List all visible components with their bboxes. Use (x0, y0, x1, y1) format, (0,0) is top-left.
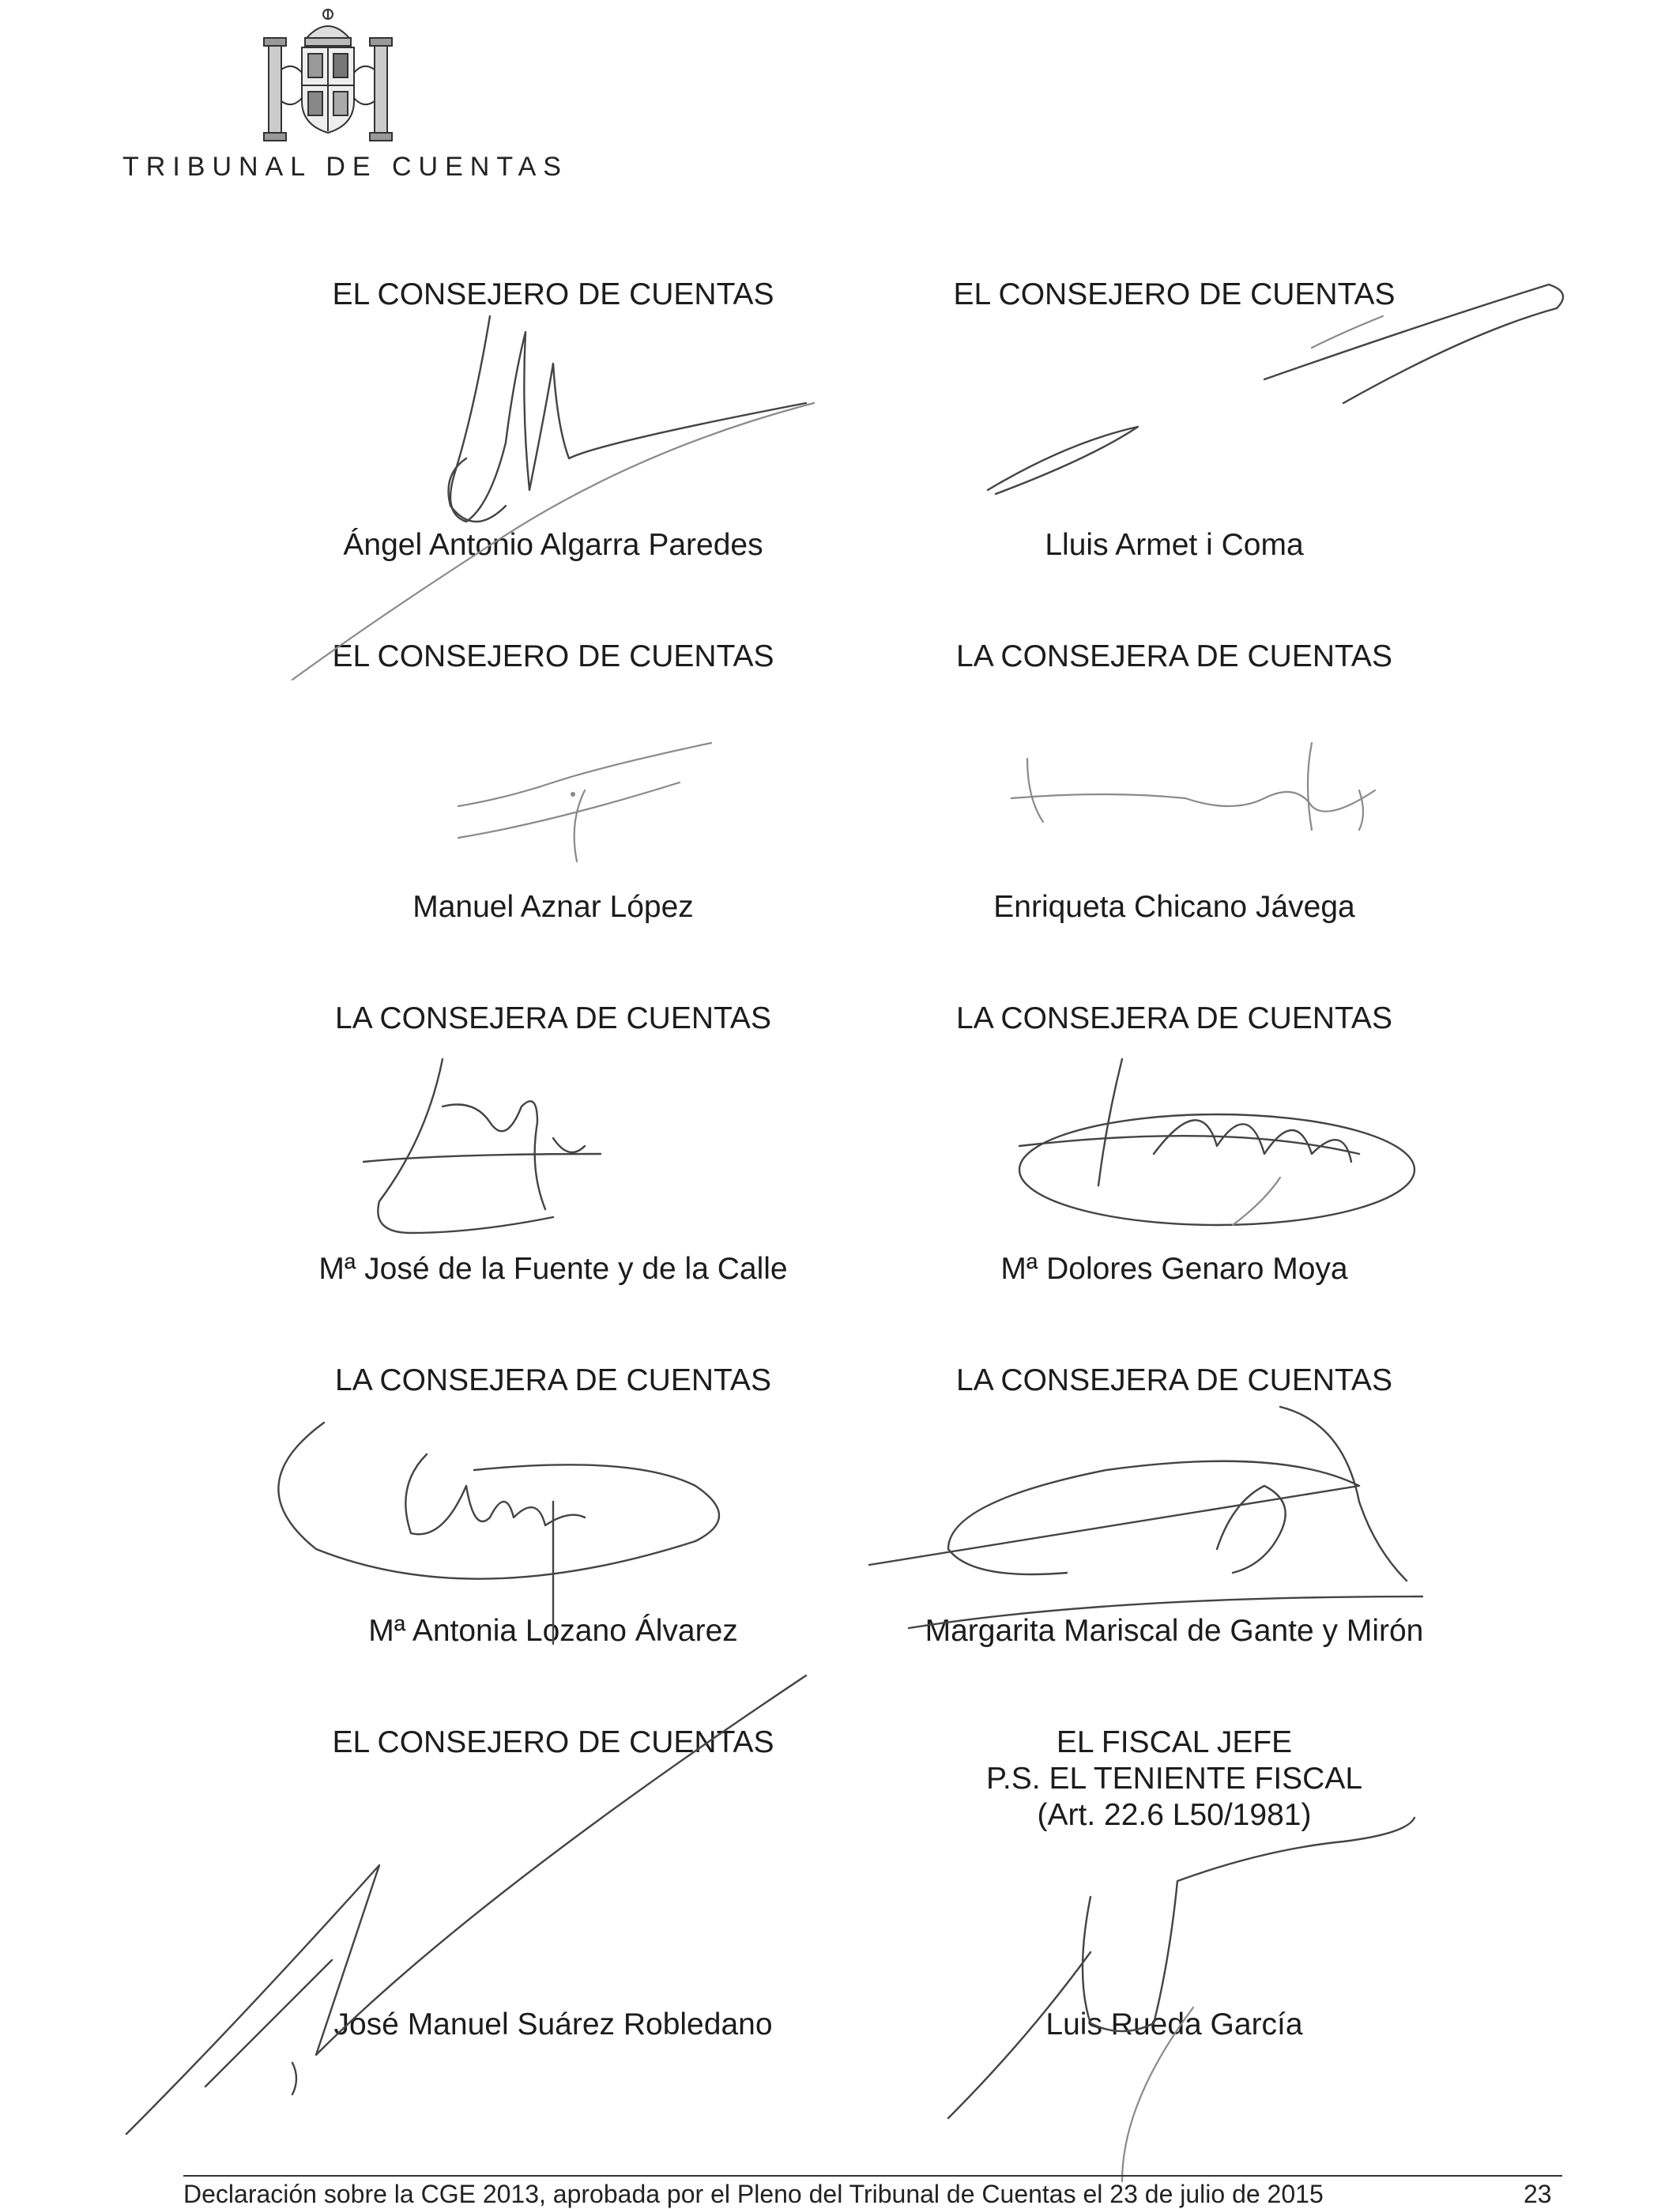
signature-2-drawing (988, 285, 1563, 494)
signature-4-drawing (1011, 743, 1375, 830)
signatory-9-role: EL CONSEJERO DE CUENTAS (332, 1725, 774, 1759)
signature-3-drawing (458, 743, 711, 861)
signatory-7-name: Mª Antonia Lozano Álvarez (368, 1614, 738, 1648)
fiscal-role-line-1: EL FISCAL JEFE (1056, 1725, 1293, 1759)
signatory-2-name: Lluis Armet i Coma (1045, 528, 1304, 562)
fiscal-role-line-2: P.S. EL TENIENTE FISCAL (985, 1762, 1363, 1796)
institution-name: TRIBUNAL DE CUENTAS (122, 152, 568, 182)
footer-divider (183, 2175, 1562, 2177)
signatory-4-name: Enriqueta Chicano Jávega (993, 890, 1355, 924)
signatory-7-role: LA CONSEJERA DE CUENTAS (335, 1363, 771, 1397)
signatory-9-name: José Manuel Suárez Robledano (333, 2007, 773, 2041)
signatory-2-role: EL CONSEJERO DE CUENTAS (953, 277, 1396, 311)
signatory-6-name: Mª Dolores Genaro Moya (1000, 1252, 1348, 1286)
coat-of-arms-icon (261, 6, 395, 145)
signatory-4-role: LA CONSEJERA DE CUENTAS (956, 639, 1392, 673)
signatory-6-role: LA CONSEJERA DE CUENTAS (956, 1001, 1392, 1035)
signature-6-drawing (1019, 1059, 1414, 1225)
footer-caption: Declaración sobre la CGE 2013, aprobada por el Pleno del Tribunal de Cuentas el 23 de julio de 2015 (183, 2180, 1324, 2208)
signature-1-drawing (292, 316, 814, 680)
signatory-3-role: EL CONSEJERO DE CUENTAS (332, 639, 774, 673)
signatory-8-role: LA CONSEJERA DE CUENTAS (956, 1363, 1392, 1397)
signature-5-drawing (363, 1059, 601, 1233)
signature-7-drawing (278, 1423, 719, 1644)
signature-8-drawing (869, 1407, 1422, 1628)
signatory-10-role (819, 1725, 1530, 1834)
signatory-10-name: Luis Rueda García (1045, 2007, 1303, 2041)
fiscal-role-line-3: (Art. 22.6 L50/1981) (1037, 1798, 1312, 1832)
signatory-8-name: Margarita Mariscal de Gante y Mirón (925, 1614, 1424, 1648)
page-number: 23 (1524, 2180, 1552, 2208)
signature-10-drawing (948, 1818, 1414, 2181)
signatory-1-name: Ángel Antonio Algarra Paredes (343, 528, 763, 562)
signatory-5-role: LA CONSEJERA DE CUENTAS (335, 1001, 771, 1035)
signatory-5-name: Mª José de la Fuente y de la Calle (318, 1252, 788, 1286)
signatory-3-name: Manuel Aznar López (412, 890, 694, 924)
signatory-1-role: EL CONSEJERO DE CUENTAS (332, 277, 774, 311)
